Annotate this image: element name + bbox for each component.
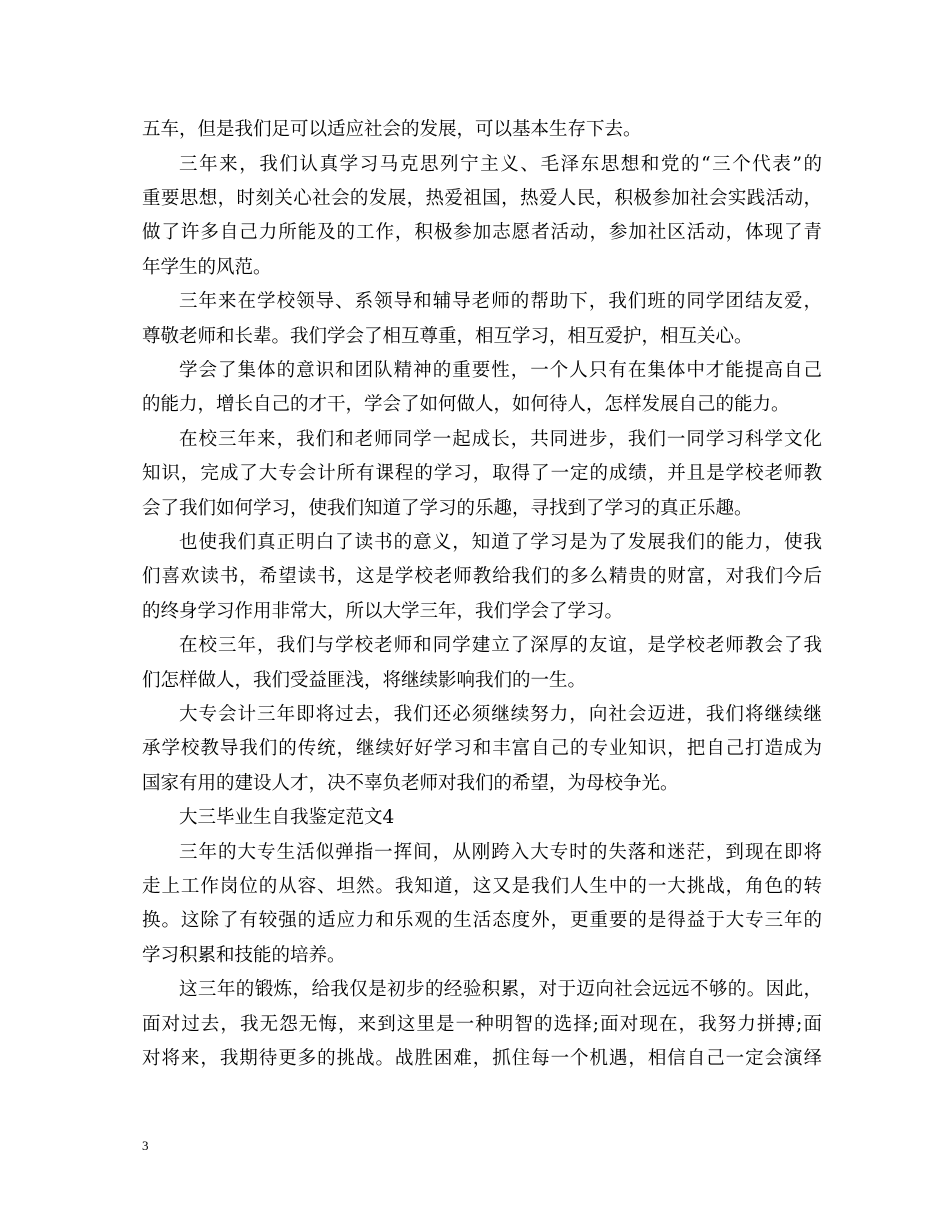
text-line: 五车，但是我们足可以适应社会的发展，可以基本生存下去。 <box>142 119 642 140</box>
text-line: 年学生的风范。 <box>142 257 272 278</box>
text-line: 做了许多自己力所能及的工作，积极参加志愿者活动，参加社区活动，体现了青 <box>142 222 822 243</box>
text-line: 大专会计三年即将过去，我们还必须继续努力，向社会迈进，我们将继续继 <box>179 704 822 725</box>
text-line: 三年的大专生活似弹指一挥间，从刚跨入大专时的失落和迷茫，到现在即将 <box>179 842 822 863</box>
text-line: 知识，完成了大专会计所有课程的学习，取得了一定的成绩，并且是学校老师教 <box>142 463 822 484</box>
text-line: 在校三年，我们与学校老师和同学建立了深厚的友谊，是学校老师教会了我 <box>179 635 822 656</box>
text-line: 三年来在学校领导、系领导和辅导老师的帮助下，我们班的同学团结友爱， <box>179 291 822 312</box>
text-line: 尊敬老师和长辈。我们学会了相互尊重，相互学习，相互爱护，相互关心。 <box>142 326 753 347</box>
section-heading: 大三毕业生自我鉴定范文4 <box>179 807 395 828</box>
text-line: 的终身学习作用非常大，所以大学三年，我们学会了学习。 <box>142 601 624 622</box>
text-line: 们喜欢读书，希望读书，这是学校老师教给我们的多么精贵的财富，对我们今后 <box>142 566 822 587</box>
text-line: 对将来，我期待更多的挑战。战胜困难，抓住每一个机遇，相信自己一定会演绎 <box>142 1048 822 1069</box>
text-line: 的能力，增长自己的才干，学会了如何做人，如何待人，怎样发展自己的能力。 <box>142 394 790 415</box>
text-line: 承学校教导我们的传统，继续好好学习和丰富自己的专业知识，把自己打造成为 <box>142 738 822 759</box>
text-line: 学会了集体的意识和团队精神的重要性，一个人只有在集体中才能提高自己 <box>179 360 822 381</box>
text-line: 换。这除了有较强的适应力和乐观的生活态度外，更重要的是得益于大专三年的 <box>142 910 822 931</box>
text-line: 们怎样做人，我们受益匪浅，将继续影响我们的一生。 <box>142 670 587 691</box>
text-line: 会了我们如何学习，使我们知道了学习的乐趣，寻找到了学习的真正乐趣。 <box>142 498 753 519</box>
text-line: 国家有用的建设人才，决不辜负老师对我们的希望，为母校争光。 <box>142 773 679 794</box>
text-line: 也使我们真正明白了读书的意义，知道了学习是为了发展我们的能力，使我 <box>179 532 822 553</box>
text-line: 三年来，我们认真学习马克思列宁主义、毛泽东思想和党的“三个代表”的 <box>179 154 822 175</box>
text-line: 面对过去，我无怨无悔，来到这里是一种明智的选择;面对现在，我努力拼搏;面 <box>142 1014 822 1035</box>
text-line: 走上工作岗位的从容、坦然。我知道，这又是我们人生中的一大挑战，角色的转 <box>142 876 822 897</box>
text-line: 重要思想，时刻关心社会的发展，热爱祖国，热爱人民，积极参加社会实践活动， <box>142 188 822 209</box>
text-line: 学习积累和技能的培养。 <box>142 945 346 966</box>
text-line: 在校三年来，我们和老师同学一起成长，共同进步，我们一同学习科学文化 <box>179 429 822 450</box>
page-number: 3 <box>142 1138 149 1153</box>
text-line: 这三年的锻炼，给我仅是初步的经验积累，对于迈向社会远远不够的。因此， <box>179 979 822 1000</box>
